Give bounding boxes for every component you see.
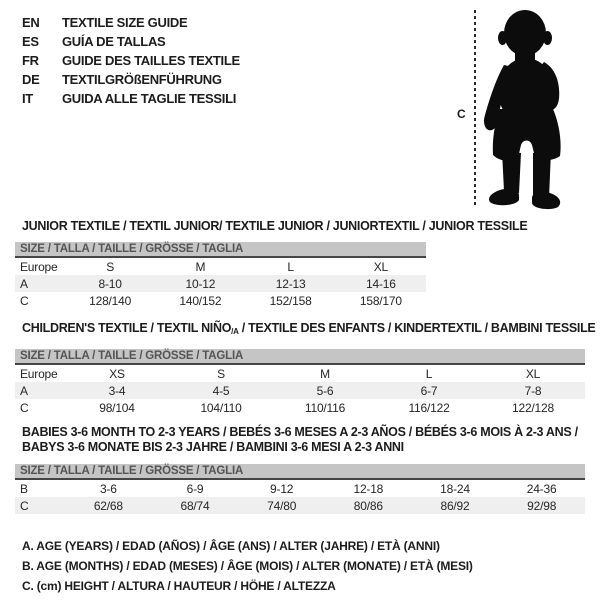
babies-table-header-bar: SIZE / TALLA / TAILLE / GRÖSSE / TAGLIA (15, 464, 585, 480)
babies-size-table (15, 464, 585, 514)
language-title: GUIDE DES TAILLES TEXTILE (62, 53, 240, 68)
table-row-age-months (15, 480, 585, 497)
row-label: A (20, 383, 28, 398)
table-cell: S (217, 366, 225, 381)
table-row-height (15, 497, 585, 514)
table-cell: 110/116 (304, 400, 346, 415)
junior-table-header-bar: SIZE / TALLA / TAILLE / GRÖSSE / TAGLIA (15, 242, 426, 258)
table-cell: 12-18 (353, 481, 384, 496)
footnote-age-months: B. AGE (MONTHS) / EDAD (MESES) / ÂGE (MOIS) / ALTER (MONATE) / ETÀ (MESI) (22, 559, 473, 573)
row-label: C (20, 293, 29, 308)
table-row-height (15, 399, 585, 416)
table-cell: 9-12 (270, 481, 294, 496)
table-cell: M (320, 366, 330, 381)
table-cell: 98/104 (99, 400, 135, 415)
language-code: DE (22, 72, 40, 87)
table-row-sizes (15, 365, 585, 382)
table-cell: 104/110 (200, 400, 242, 415)
table-cell: 74/80 (267, 498, 297, 513)
table-cell: 3-4 (108, 383, 126, 398)
table-cell: 116/122 (408, 400, 450, 415)
children-size-table (15, 349, 585, 416)
language-code: FR (22, 53, 39, 68)
height-measure-label: C (457, 107, 466, 121)
table-cell: XL (525, 366, 541, 381)
language-code: EN (22, 15, 40, 30)
table-cell: 158/170 (359, 293, 402, 308)
language-row (22, 51, 240, 70)
table-cell: M (195, 259, 206, 274)
row-label: C (20, 400, 29, 415)
table-cell: 6-9 (186, 481, 204, 496)
language-row (22, 32, 240, 51)
children-title-subscript: /A (231, 327, 239, 336)
table-row-sizes (15, 258, 426, 275)
language-title: GUIDA ALLE TAGLIE TESSILI (62, 91, 237, 106)
table-row-height (15, 292, 426, 309)
table-row-age (15, 275, 426, 292)
table-cell: 10-12 (185, 276, 216, 291)
table-cell: 140/152 (179, 293, 222, 308)
table-cell: 18-24 (440, 481, 470, 496)
babies-title-line1: BABIES 3-6 MONTH TO 2-3 YEARS / BEBÉS 3-6 MESES A 2-3 AÑOS / BÉBÉS 3-6 MOIS À 2-3 ANS / (22, 425, 578, 439)
table-cell: L (287, 259, 294, 274)
language-code: ES (22, 34, 39, 49)
table-cell: 128/140 (89, 293, 132, 308)
table-cell: 68/74 (180, 498, 210, 513)
table-cell: 8-10 (98, 276, 122, 291)
table-cell: 92/98 (527, 498, 557, 513)
language-title: TEXTILE SIZE GUIDE (62, 15, 188, 30)
children-section-title (22, 321, 595, 336)
language-row (22, 70, 240, 89)
table-cell: 4-5 (212, 383, 230, 398)
baby-silhouette-icon (480, 5, 575, 210)
table-cell: 152/158 (269, 293, 312, 308)
table-cell: 24-36 (526, 481, 557, 496)
junior-size-table (15, 242, 426, 309)
table-cell: 6-7 (420, 383, 438, 398)
children-title-text: / TEXTILE DES ENFANTS / KINDERTEXTIL / BAMBINI TESSILE (238, 321, 596, 335)
babies-section-title (22, 425, 578, 455)
footnote-legend (22, 536, 473, 596)
language-row (22, 89, 240, 108)
row-label: C (20, 498, 29, 513)
table-row-age (15, 382, 585, 399)
row-label: A (20, 276, 28, 291)
table-cell: 122/128 (512, 400, 554, 415)
height-measure-dashed-line (474, 10, 476, 206)
table-cell: 5-6 (316, 383, 334, 398)
table-cell: XL (373, 259, 389, 274)
children-title-text: CHILDREN'S TEXTILE / TEXTIL NIÑO (22, 321, 232, 335)
language-row (22, 13, 240, 32)
table-cell: 62/68 (93, 498, 123, 513)
language-code: IT (22, 91, 33, 106)
table-cell: 14-16 (366, 276, 396, 291)
children-table-header-bar: SIZE / TALLA / TAILLE / GRÖSSE / TAGLIA (15, 349, 585, 365)
table-cell: XS (109, 366, 125, 381)
row-label: Europe (20, 259, 58, 274)
table-cell: 80/86 (353, 498, 383, 513)
babies-title-line2: BABYS 3-6 MONATE BIS 2-3 JAHRE / BAMBINI 3-6 MESI A 2-3 ANNI (22, 440, 404, 454)
language-title: GUÍA DE TALLAS (62, 34, 166, 49)
table-cell: S (106, 259, 115, 274)
footnote-height-cm: C. (cm) HEIGHT / ALTURA / HAUTEUR / HÖHE / ALTEZZA (22, 579, 336, 593)
footnote-age-years: A. AGE (YEARS) / EDAD (AÑOS) / ÂGE (ANS) / ALTER (JAHRE) / ETÀ (ANNI) (22, 539, 440, 553)
table-cell: 3-6 (99, 481, 117, 496)
language-title-list (22, 13, 240, 108)
junior-section-title: JUNIOR TEXTILE / TEXTIL JUNIOR/ TEXTILE JUNIOR / JUNIORTEXTIL / JUNIOR TESSILE (22, 219, 528, 233)
row-label: B (20, 481, 28, 496)
table-cell: L (425, 366, 433, 381)
table-cell: 7-8 (524, 383, 542, 398)
language-title: TEXTILGRÖßENFÜHRUNG (62, 72, 222, 87)
table-cell: 12-13 (275, 276, 306, 291)
table-cell: 86/92 (440, 498, 470, 513)
row-label: Europe (20, 366, 58, 381)
